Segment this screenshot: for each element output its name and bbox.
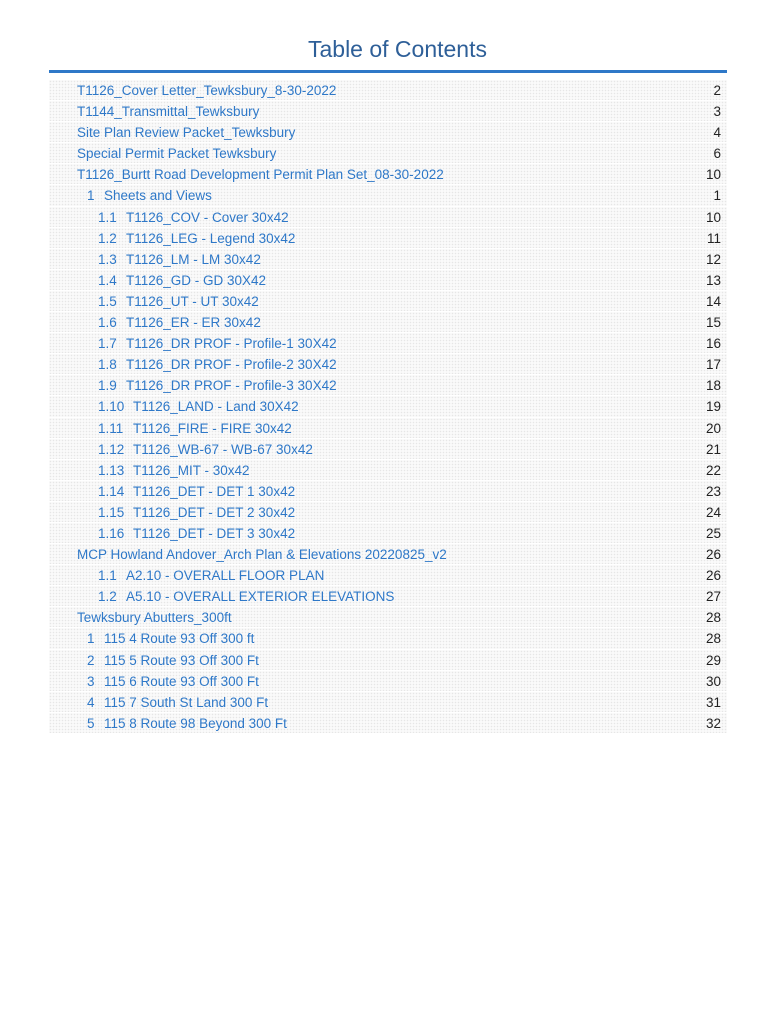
- toc-entry-page-number: 21: [705, 441, 721, 457]
- toc-entry-page-number: 18: [705, 378, 721, 394]
- toc-entry-title[interactable]: T1126_DR PROF - Profile-2 30X42: [126, 357, 337, 373]
- toc-entry[interactable]: [49, 270, 727, 291]
- toc-entry[interactable]: [49, 122, 727, 143]
- toc-entry-link[interactable]: [77, 101, 259, 122]
- toc-entry-number: 4: [87, 694, 95, 710]
- toc-entry-number: 1.8: [98, 357, 117, 373]
- toc-entry-page-number: 10: [705, 209, 721, 225]
- toc-entry[interactable]: [49, 291, 727, 312]
- toc-entry[interactable]: [49, 439, 727, 460]
- toc-entry-page-number: 28: [705, 631, 721, 647]
- toc-entry-page-number: 11: [706, 230, 721, 246]
- page-title: Table of Contents: [307, 36, 487, 62]
- toc-entry[interactable]: [49, 228, 727, 249]
- title-divider: [49, 70, 727, 73]
- toc-entry-title[interactable]: 115 7 South St Land 300 Ft: [104, 694, 269, 710]
- toc-entry-link[interactable]: [98, 249, 261, 270]
- toc-entry-title[interactable]: T1126_LEG - Legend 30x42: [126, 230, 296, 246]
- toc-entry-page-number: 28: [705, 610, 721, 626]
- toc-entry-page-number: 13: [705, 272, 721, 288]
- toc-entry-link[interactable]: [77, 122, 295, 143]
- toc-entry-link[interactable]: [98, 270, 266, 291]
- toc-entry-link[interactable]: [77, 607, 232, 628]
- toc-entry-page-number: 17: [705, 357, 721, 373]
- toc-entry-page-number: 26: [705, 568, 721, 584]
- toc-entry[interactable]: [49, 312, 727, 333]
- toc-entry-link[interactable]: [98, 565, 324, 586]
- toc-entry-title[interactable]: T1126_WB-67 - WB-67 30x42: [133, 441, 313, 457]
- toc-entry[interactable]: [49, 101, 727, 122]
- toc-entry-title[interactable]: T1126_ER - ER 30x42: [126, 315, 261, 331]
- toc-entry-title[interactable]: T1126_GD - GD 30X42: [126, 272, 267, 288]
- toc-list: [49, 80, 727, 734]
- toc-entry[interactable]: [49, 164, 727, 185]
- toc-entry[interactable]: [49, 460, 727, 481]
- toc-entry-link[interactable]: [98, 354, 337, 375]
- toc-entry-title[interactable]: A5.10 - OVERALL EXTERIOR ELEVATIONS: [126, 589, 395, 605]
- toc-entry-title[interactable]: T1126_Burtt Road Development Permit Plan Set_08-30-2022: [77, 167, 444, 183]
- toc-entry-link[interactable]: [98, 312, 261, 333]
- toc-entry-title[interactable]: Special Permit Packet Tewksbury: [77, 146, 277, 162]
- toc-entry-link[interactable]: [98, 207, 289, 228]
- toc-entry-page-number: 27: [705, 589, 721, 605]
- toc-entry-title[interactable]: T1126_DET - DET 3 30x42: [133, 525, 296, 541]
- toc-entry-page-number: 19: [705, 399, 721, 415]
- toc-entry-link[interactable]: [98, 228, 295, 249]
- toc-entry-link[interactable]: [87, 628, 254, 649]
- toc-entry[interactable]: [49, 396, 727, 417]
- toc-entry-page-number: 12: [705, 251, 721, 267]
- toc-entry-number: 5: [87, 715, 95, 731]
- toc-entry-link[interactable]: [87, 185, 212, 206]
- toc-entry-title[interactable]: T1126_DR PROF - Profile-3 30X42: [126, 378, 337, 394]
- toc-entry[interactable]: [49, 671, 727, 692]
- toc-entry-page-number: 3: [713, 104, 721, 120]
- toc-entry-page-number: 10: [705, 167, 721, 183]
- toc-entry[interactable]: [49, 249, 727, 270]
- toc-entry-link[interactable]: [77, 143, 276, 164]
- toc-entry[interactable]: [49, 207, 727, 228]
- toc-entry[interactable]: [49, 502, 727, 523]
- toc-entry-title[interactable]: Sheets and Views: [104, 188, 212, 204]
- toc-entry-number: 1.10: [98, 399, 125, 415]
- toc-entry-link[interactable]: [98, 586, 394, 607]
- toc-entry[interactable]: [49, 692, 727, 713]
- toc-entry-title[interactable]: T1126_DR PROF - Profile-1 30X42: [126, 336, 337, 352]
- toc-entry-page-number: 20: [705, 420, 721, 436]
- toc-entry-page-number: 14: [705, 293, 721, 309]
- toc-entry[interactable]: [49, 185, 727, 206]
- toc-entry-link[interactable]: [98, 502, 295, 523]
- toc-entry-link[interactable]: [98, 418, 292, 439]
- toc-entry-link[interactable]: [98, 523, 295, 544]
- toc-entry-title[interactable]: T1126_LM - LM 30x42: [126, 251, 261, 267]
- toc-entry[interactable]: [49, 481, 727, 502]
- toc-entry-link[interactable]: [98, 375, 337, 396]
- toc-entry[interactable]: [49, 586, 727, 607]
- toc-entry-number: 1.3: [98, 251, 117, 267]
- toc-entry-link[interactable]: [98, 396, 299, 417]
- toc-entry-page-number: 2: [713, 83, 721, 98]
- toc-entry-title[interactable]: T1126_Cover Letter_Tewksbury_8-30-2022: [77, 83, 337, 98]
- toc-entry-page-number: 24: [705, 504, 721, 520]
- toc-entry-number: 1.13: [98, 462, 125, 478]
- toc-entry[interactable]: [49, 650, 727, 671]
- toc-entry[interactable]: [49, 80, 727, 101]
- toc-entry-number: 1.12: [98, 441, 125, 457]
- toc-entry-link[interactable]: [77, 80, 336, 101]
- toc-entry[interactable]: [49, 418, 727, 439]
- toc-entry-title[interactable]: Tewksbury Abutters_300ft: [77, 610, 232, 626]
- toc-entry-link[interactable]: [98, 481, 295, 502]
- toc-entry-number: 1.9: [98, 378, 117, 394]
- toc-entry-page-number: 30: [705, 673, 721, 689]
- toc-entry-page-number: 29: [705, 652, 721, 668]
- toc-entry[interactable]: [49, 354, 727, 375]
- toc-entry-number: 1.1: [98, 568, 117, 584]
- toc-entry[interactable]: [49, 523, 727, 544]
- toc-entry-title[interactable]: 115 6 Route 93 Off 300 Ft: [104, 673, 259, 689]
- toc-entry[interactable]: [49, 143, 727, 164]
- toc-entry-number: 1.1: [98, 209, 117, 225]
- toc-entry-title[interactable]: T1126_DET - DET 1 30x42: [133, 483, 296, 499]
- toc-entry-title[interactable]: A2.10 - OVERALL FLOOR PLAN: [126, 568, 325, 584]
- toc-entry-link[interactable]: [87, 671, 259, 692]
- toc-entry-title[interactable]: T1126_COV - Cover 30x42: [126, 209, 289, 225]
- toc-entry-link[interactable]: [87, 650, 259, 671]
- toc-entry-title[interactable]: T1126_FIRE - FIRE 30x42: [133, 420, 292, 436]
- toc-entry[interactable]: [49, 375, 727, 396]
- toc-entry-title[interactable]: 115 8 Route 98 Beyond 300 Ft: [104, 715, 287, 731]
- toc-entry-number: 1.11: [98, 420, 124, 436]
- toc-entry-link[interactable]: [87, 692, 268, 713]
- toc-entry-number: 1.14: [98, 483, 125, 499]
- toc-entry-page-number: 25: [705, 525, 721, 541]
- toc-entry-link[interactable]: [77, 544, 447, 565]
- toc-entry-number: 1.5: [98, 293, 117, 309]
- toc-entry-number: 1.2: [98, 589, 117, 605]
- toc-entry[interactable]: [49, 607, 727, 628]
- toc-entry-title[interactable]: 115 5 Route 93 Off 300 Ft: [104, 652, 259, 668]
- toc-entry-number: 1.7: [98, 336, 117, 352]
- toc-entry[interactable]: [49, 333, 727, 354]
- toc-entry[interactable]: [49, 565, 727, 586]
- toc-entry-page-number: 31: [705, 694, 721, 710]
- toc-entry-link[interactable]: [98, 291, 259, 312]
- toc-entry[interactable]: [49, 544, 727, 565]
- toc-entry-page-number: 16: [705, 336, 721, 352]
- toc-entry-number: 1.15: [98, 504, 125, 520]
- toc-entry-title[interactable]: T1144_Transmittal_Tewksbury: [77, 104, 260, 120]
- toc-entry-number: 1.2: [98, 230, 117, 246]
- toc-entry-page-number: 23: [705, 483, 721, 499]
- toc-entry-number: 3: [87, 673, 95, 689]
- toc-entry-number: 1.4: [98, 272, 117, 288]
- toc-entry-link[interactable]: [98, 439, 313, 460]
- toc-entry-page-number: 22: [705, 462, 721, 478]
- toc-entry-page-number: 15: [705, 315, 721, 331]
- toc-entry-link[interactable]: [98, 333, 337, 354]
- toc-entry[interactable]: [49, 713, 727, 734]
- toc-entry-title[interactable]: 115 4 Route 93 Off 300 ft: [104, 631, 255, 647]
- toc-entry-title[interactable]: Site Plan Review Packet_Tewksbury: [77, 125, 296, 141]
- toc-entry-page-number: 32: [705, 715, 721, 731]
- toc-entry-link[interactable]: [98, 460, 250, 481]
- toc-entry-title[interactable]: T1126_DET - DET 2 30x42: [133, 504, 296, 520]
- toc-entry-title[interactable]: T1126_UT - UT 30x42: [126, 293, 259, 309]
- toc-entry-link[interactable]: [87, 713, 287, 734]
- toc-entry-title[interactable]: T1126_MIT - 30x42: [133, 462, 250, 478]
- toc-entry-page-number: 4: [713, 125, 721, 141]
- toc-entry-page-number: 1: [713, 188, 721, 204]
- toc-entry[interactable]: [49, 628, 727, 649]
- toc-entry-number: 1: [87, 188, 95, 204]
- toc-entry-number: 1: [87, 631, 95, 647]
- toc-entry-link[interactable]: [77, 164, 444, 185]
- toc-entry-number: 1.16: [98, 525, 125, 541]
- toc-entry-number: 2: [87, 652, 95, 668]
- toc-entry-title[interactable]: T1126_LAND - Land 30X42: [133, 399, 299, 415]
- toc-entry-title[interactable]: MCP Howland Andover_Arch Plan & Elevations 20220825_v2: [77, 547, 447, 563]
- toc-entry-number: 1.6: [98, 315, 117, 331]
- toc-entry-page-number: 6: [713, 146, 721, 162]
- toc-entry-page-number: 26: [705, 547, 721, 563]
